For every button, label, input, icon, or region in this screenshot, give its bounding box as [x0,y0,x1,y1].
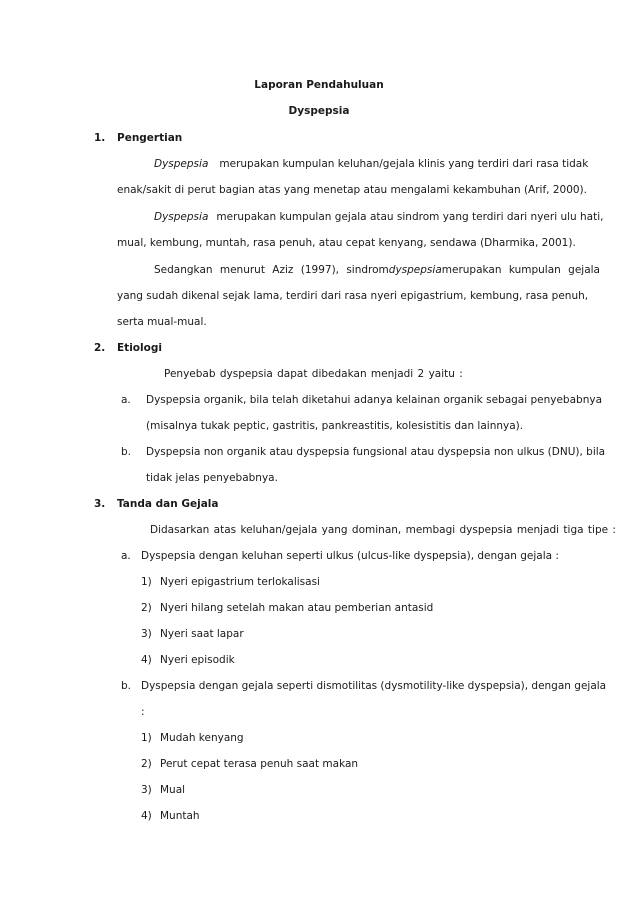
section-3-number: 3. [94,498,106,510]
section-1-heading: Pengertian [117,132,183,144]
section-1-para-3-line-1 [154,263,600,277]
para-2-line-1-text: merupakan kumpulan gejala atau sindrom yang terdiri dari nyeri ulu hati, [216,211,604,223]
para-2-italic-term: Dyspepsia [154,211,209,223]
para-1-italic-term: Dyspepsia [154,158,209,170]
section-3-item-a-sub-4-text: Nyeri episodik [160,654,235,666]
section-3-item-b-sub-1-text: Mudah kenyang [160,732,244,744]
section-1-para-2-line-2: mual, kembung, muntah, rasa penuh, atau cepat kenyang, sendawa (Dharmika, 2001). [117,237,576,249]
section-1-para-2-line-1 [154,210,604,224]
section-1-number: 1. [94,132,106,144]
section-1-para-3-line-3: serta mual-mual. [117,316,207,328]
section-3-item-b-sub-3-text: Mual [160,784,186,796]
section-3-item-b-marker: b. [121,680,132,692]
section-3-item-a-marker: a. [121,550,131,562]
section-1-para-1-line-1 [154,157,589,171]
section-2-item-a-line-1: Dyspepsia organik, bila telah diketahui adanya kelainan organik sebagai penyebabnya [146,394,603,406]
section-3-item-b-line-2: : [141,706,145,718]
section-3-item-b-sub-2-marker: 2) [141,758,152,770]
section-3-heading: Tanda dan Gejala [117,498,219,510]
section-2-item-b-line-1: Dyspepsia non organik atau dyspepsia fungsional atau dyspepsia non ulkus (DNU), bila [146,446,606,458]
section-3-item-b-sub-2-text: Perut cepat terasa penuh saat makan [160,758,359,770]
section-2-intro: Penyebab dyspepsia dapat dibedakan menjadi 2 yaitu : [164,368,463,380]
section-2-item-a-line-2: (misalnya tukak peptic, gastritis, pankreastitis, kolesistitis dan lainnya). [146,420,524,432]
para-3-line-1-pre: Sedangkan menurut Aziz (1997), sindrom [154,264,389,276]
para-1-line-1-rest [219,157,588,171]
section-3-intro: Didasarkan atas keluhan/gejala yang dominan, membagi dyspepsia menjadi tiga tipe : [150,524,616,536]
section-3-item-b-sub-4-marker: 4) [141,810,152,822]
section-2-number: 2. [94,342,106,354]
section-2-heading: Etiologi [117,342,162,354]
section-3-item-a-sub-3-text: Nyeri saat lapar [160,628,244,640]
section-3-item-b-sub-1-marker: 1) [141,732,152,744]
section-3-item-a-sub-2-marker: 2) [141,602,152,614]
para-3-line-1-post: merupakan kumpulan gejala [441,264,600,276]
document-title: Laporan Pendahuluan [254,79,384,91]
para-3-italic-term: dyspepsia [388,264,442,276]
section-3-item-a-sub-1-marker: 1) [141,576,152,588]
section-1-para-1-line-2: enak/sakit di perut bagian atas yang menetap atau mengalami kekambuhan (Arif, 2000). [117,184,587,196]
section-3-item-a-sub-1-text: Nyeri epigastrium terlokalisasi [160,576,320,588]
section-2-item-a-marker: a. [121,394,131,406]
section-3-item-b-sub-3-marker: 3) [141,784,152,796]
section-3-item-a-sub-3-marker: 3) [141,628,152,640]
section-3-item-a-sub-2-text: Nyeri hilang setelah makan atau pemberian antasid [160,602,434,614]
section-3-item-a-line-1: Dyspepsia dengan keluhan seperti ulkus (ulcus-like dyspepsia), dengan gejala : [141,550,559,562]
section-2-item-b-marker: b. [121,446,132,458]
section-3-item-b-sub-4-text: Muntah [160,810,200,822]
section-2-item-b-line-2: tidak jelas penyebabnya. [146,472,278,484]
para-1-line-1-text: merupakan kumpulan keluhan/gejala klinis yang terdiri dari rasa tidak [219,158,589,170]
section-3-item-a-sub-4-marker: 4) [141,654,152,666]
document-subtitle: Dyspepsia [288,105,350,117]
section-3-item-b-line-1: Dyspepsia dengan gejala seperti dismotilitas (dysmotility-like dyspepsia), dengan gejala [141,680,607,692]
section-1-para-3-line-2: yang sudah dikenal sejak lama, terdiri dari rasa nyeri epigastrium, kembung, rasa penuh, [117,290,589,302]
